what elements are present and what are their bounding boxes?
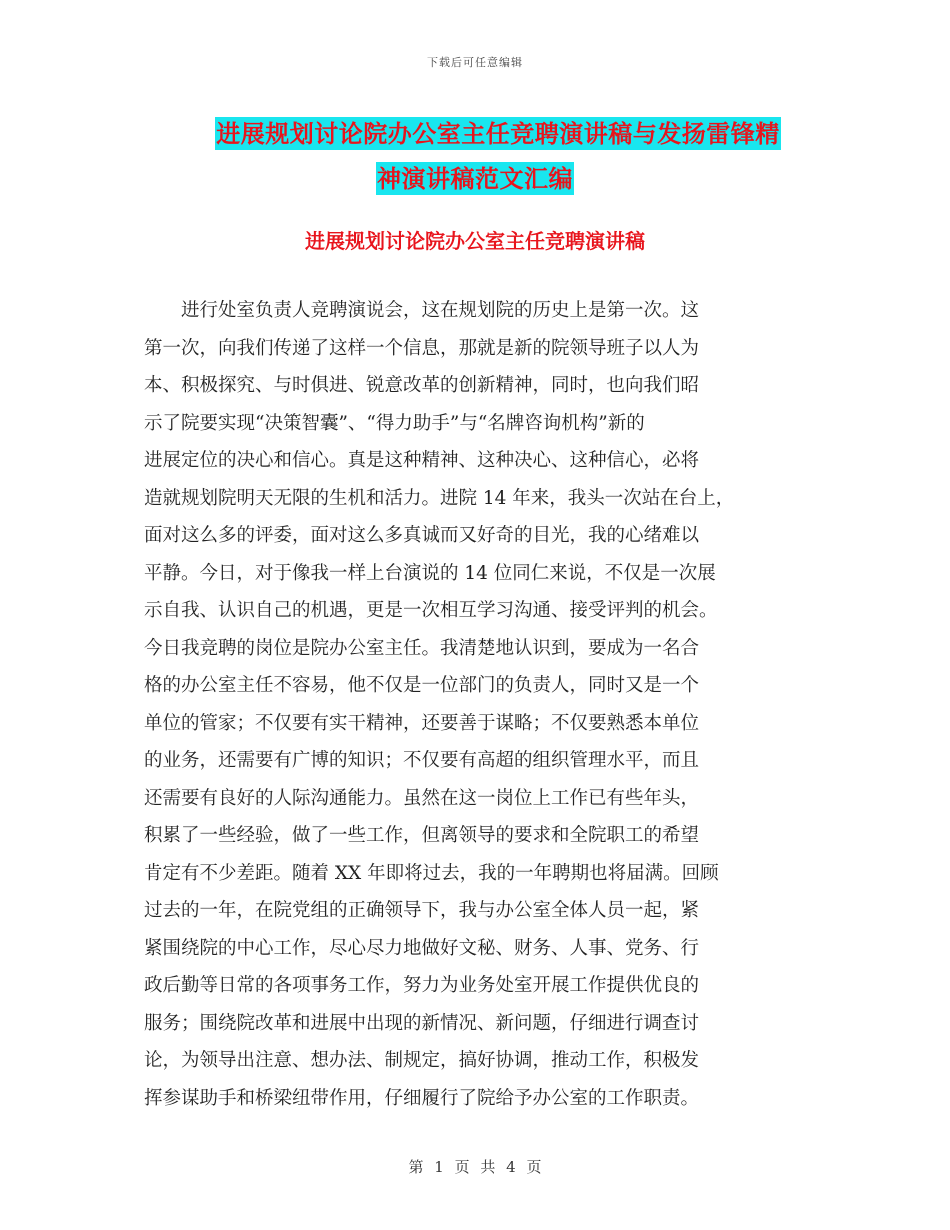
header-note: 下载后可任意编辑 xyxy=(427,56,523,69)
body-line: 平静。今日，对于像我一样上台演说的 14 位同仁来说，不仅是一次展 xyxy=(144,562,716,584)
body-line: 肯定有不少差距。随着 XX 年即将过去，我的一年聘期也将届满。回顾 xyxy=(144,862,719,884)
body-line: 本、积极探究、与时俱进、锐意改革的创新精神，同时，也向我们昭 xyxy=(144,375,700,396)
document-title-line-2 xyxy=(0,159,950,194)
document-title-text-2: 神演讲稿范文汇编 xyxy=(377,164,573,193)
page-footer: 第 1 页 共 4 页 xyxy=(408,1158,542,1176)
body-line: 进行处室负责人竞聘演说会，这在规划院的历史上是第一次。这 xyxy=(144,300,700,321)
body-text xyxy=(144,292,824,1117)
body-line: 示了院要实现“决策智囊”、“得力助手”与“名牌咨询机构”新的 xyxy=(144,412,645,434)
body-line: 造就规划院明天无限的生机和活力。进院 14 年来，我头一次站在台上， xyxy=(144,487,735,509)
body-line: 论，为领导出注意、想办法、制规定，搞好协调，推动工作，积极发 xyxy=(144,1050,700,1071)
body-line: 的业务，还需要有广博的知识；不仅要有高超的组织管理水平，而且 xyxy=(144,750,700,771)
document-title-line-1 xyxy=(0,114,950,149)
body-line: 面对这么多的评委，面对这么多真诚而又好奇的目光，我的心绪难以 xyxy=(144,525,700,546)
body-line: 格的办公室主任不容易，他不仅是一位部门的负责人，同时又是一个 xyxy=(144,675,700,696)
body-line: 紧围绕院的中心工作，尽心尽力地做好文秘、财务、人事、党务、行 xyxy=(144,937,700,959)
body-line: 政后勤等日常的各项事务工作，努力为业务处室开展工作提供优良的 xyxy=(144,975,700,996)
body-line: 服务；围绕院改革和进展中出现的新情况、新问题，仔细进行调查讨 xyxy=(144,1012,700,1034)
body-line: 今日我竞聘的岗位是院办公室主任。我清楚地认识到，要成为一名合 xyxy=(144,637,700,659)
body-line: 过去的一年，在院党组的正确领导下，我与办公室全体人员一起，紧 xyxy=(144,900,700,921)
body-line: 进展定位的决心和信心。真是这种精神、这种决心、这种信心，必将 xyxy=(144,450,700,471)
section-title: 进展规划讨论院办公室主任竞聘演讲稿 xyxy=(305,229,645,253)
body-line: 挥参谋助手和桥梁纽带作用，仔细履行了院给予办公室的工作职责。 xyxy=(144,1087,700,1109)
body-line: 第一次，向我们传递了这样一个信息，那就是新的院领导班子以人为 xyxy=(144,337,700,359)
body-line: 示自我、认识自己的机遇，更是一次相互学习沟通、接受评判的机会。 xyxy=(144,600,718,621)
body-line: 积累了一些经验，做了一些工作，但离领导的要求和全院职工的希望 xyxy=(144,825,700,846)
body-line: 单位的管家；不仅要有实干精神，还要善于谋略；不仅要熟悉本单位 xyxy=(144,712,700,734)
document-title-text-1: 进展规划讨论院办公室主任竞聘演讲稿与发扬雷锋精 xyxy=(216,119,780,148)
body-line: 还需要有良好的人际沟通能力。虽然在这一岗位上工作已有些年头， xyxy=(144,787,700,809)
